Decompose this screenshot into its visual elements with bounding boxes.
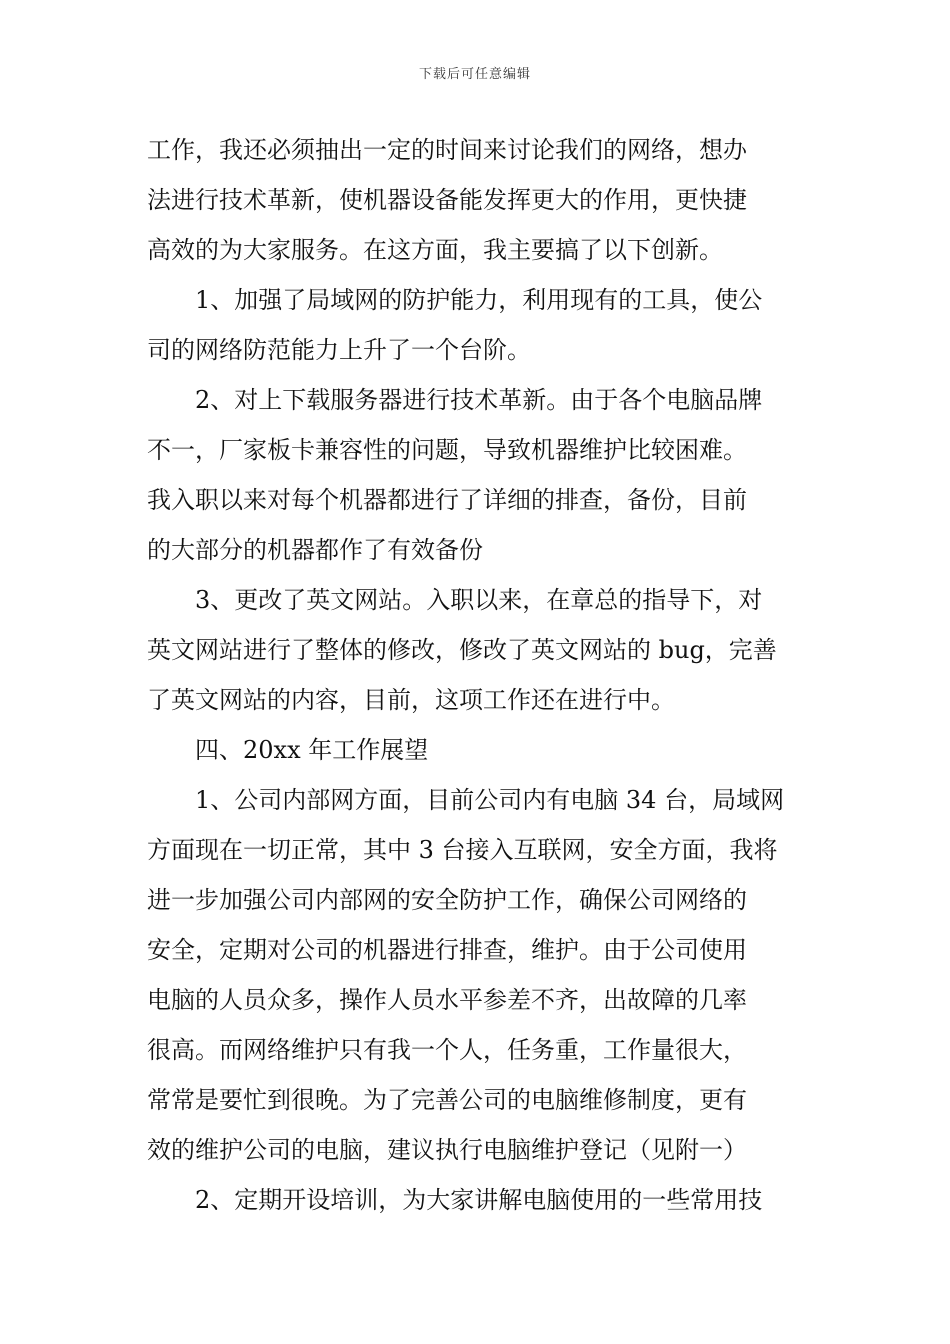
body-line: 司的网络防范能力上升了一个台阶。 xyxy=(147,336,531,364)
body-line: 电脑的人员众多，操作人员水平参差不齐，出故障的几率 xyxy=(147,986,747,1014)
page-header: 下载后可任意编辑 xyxy=(418,67,531,82)
body-line: 高效的为大家服务。在这方面，我主要搞了以下创新。 xyxy=(147,236,723,264)
section-heading: 四、20xx 年工作展望 xyxy=(195,736,429,764)
body-line: 很高。而网络维护只有我一个人，任务重，工作量很大， xyxy=(147,1036,747,1064)
paragraph-start: 1、加强了局域网的防护能力，利用现有的工具，使公 xyxy=(195,286,763,314)
body-line: 不一，厂家板卡兼容性的问题，导致机器维护比较困难。 xyxy=(147,436,747,464)
body-line: 了英文网站的内容，目前，这项工作还在进行中。 xyxy=(147,686,675,714)
body-line: 方面现在一切正常，其中 3 台接入互联网，安全方面，我将 xyxy=(147,836,778,864)
body-line: 效的维护公司的电脑，建议执行电脑维护登记（见附一） xyxy=(147,1136,747,1164)
body-line: 我入职以来对每个机器都进行了详细的排查，备份，目前 xyxy=(147,486,747,514)
body-line: 的大部分的机器都作了有效备份 xyxy=(147,536,483,564)
document-body xyxy=(147,125,807,1225)
paragraph-start: 2、对上下载服务器进行技术革新。由于各个电脑品牌 xyxy=(195,386,763,414)
body-line: 法进行技术革新，使机器设备能发挥更大的作用，更快捷 xyxy=(147,186,747,214)
paragraph-start: 1、公司内部网方面，目前公司内有电脑 34 台，局域网 xyxy=(195,786,785,814)
body-line: 进一步加强公司内部网的安全防护工作，确保公司网络的 xyxy=(147,886,747,914)
body-line: 工作，我还必须抽出一定的时间来讨论我们的网络，想办 xyxy=(147,136,747,164)
paragraph-start: 2、定期开设培训，为大家讲解电脑使用的一些常用技 xyxy=(195,1186,763,1214)
paragraph-start: 3、更改了英文网站。入职以来，在章总的指导下，对 xyxy=(195,586,763,614)
body-line: 常常是要忙到很晚。为了完善公司的电脑维修制度，更有 xyxy=(147,1086,747,1114)
body-line: 英文网站进行了整体的修改，修改了英文网站的 bug，完善 xyxy=(147,636,777,664)
body-line: 安全，定期对公司的机器进行排查，维护。由于公司使用 xyxy=(147,936,747,964)
